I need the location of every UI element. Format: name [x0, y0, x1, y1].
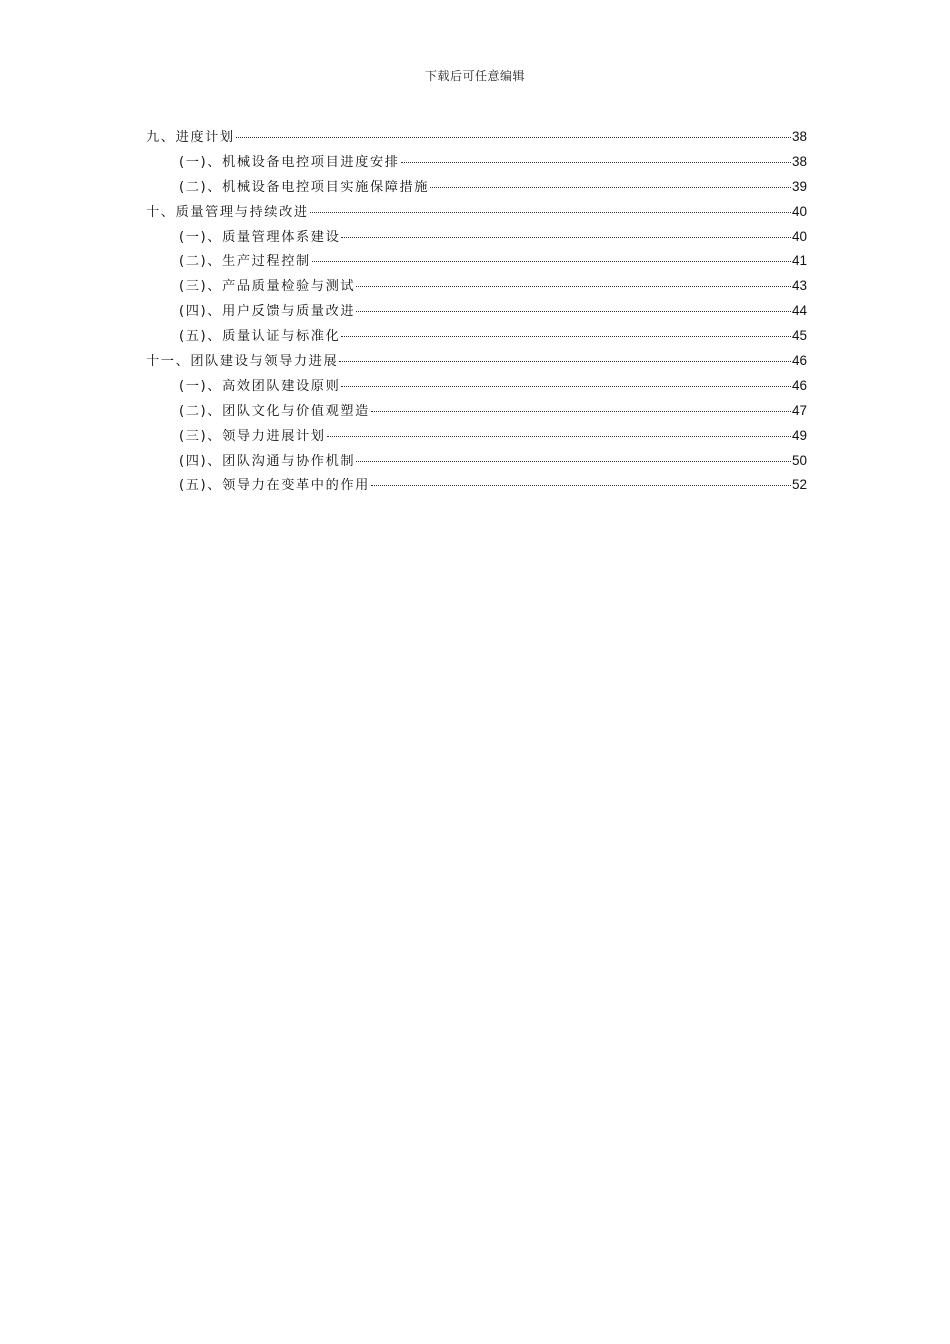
toc-dot-leader	[401, 162, 791, 163]
toc-entry-title: (一)、机械设备电控项目进度安排	[179, 154, 400, 170]
toc-dot-leader	[341, 386, 791, 387]
toc-dot-leader	[356, 311, 791, 312]
toc-dot-leader	[310, 212, 791, 213]
toc-entry[interactable]	[146, 226, 807, 251]
toc-entry-title: (二)、机械设备电控项目实施保障措施	[179, 179, 430, 195]
toc-entry-page: 44	[791, 303, 807, 319]
toc-entry-page: 46	[791, 377, 807, 393]
toc-entry-page: 52	[791, 477, 807, 493]
toc-entry-page: 40	[791, 228, 807, 244]
toc-entry-page: 38	[791, 129, 807, 144]
toc-entry[interactable]	[146, 425, 807, 450]
toc-entry-title: (一)、质量管理体系建设	[179, 229, 341, 245]
page-header-note: 下载后可任意编辑	[424, 69, 525, 83]
toc-entry-page: 49	[791, 427, 807, 443]
toc-entry-title: 十一、团队建设与领导力进展	[146, 354, 339, 370]
toc-entry[interactable]	[146, 176, 807, 201]
toc-entry-page: 46	[791, 353, 807, 369]
toc-entry-page: 45	[791, 328, 807, 344]
toc-entry[interactable]	[146, 300, 807, 325]
toc-dot-leader	[430, 187, 791, 188]
toc-dot-leader	[341, 336, 791, 337]
toc-entry-title: 十、质量管理与持续改进	[146, 204, 309, 220]
toc-entry-page: 41	[791, 253, 807, 269]
toc-entry-title: (二)、团队文化与价值观塑造	[179, 403, 370, 419]
toc-entry-title: (五)、领导力在变革中的作用	[179, 478, 370, 494]
toc-entry[interactable]	[146, 201, 807, 226]
toc-entry-page: 40	[791, 203, 807, 219]
table-of-contents	[146, 126, 807, 499]
toc-entry-title: 九、进度计划	[146, 130, 235, 145]
toc-dot-leader	[339, 361, 791, 362]
toc-entry-page: 38	[791, 153, 807, 169]
toc-entry[interactable]	[146, 450, 807, 475]
toc-entry[interactable]	[146, 375, 807, 400]
toc-entry-title: (三)、产品质量检验与测试	[179, 279, 356, 295]
toc-entry-title: (一)、高效团队建设原则	[179, 378, 341, 394]
toc-entry[interactable]	[146, 400, 807, 425]
toc-entry[interactable]	[146, 474, 807, 499]
toc-entry[interactable]	[146, 325, 807, 350]
toc-entry-page: 50	[791, 452, 807, 468]
toc-dot-leader	[327, 436, 791, 437]
toc-dot-leader	[371, 411, 791, 412]
toc-dot-leader	[341, 237, 791, 238]
toc-entry[interactable]	[146, 151, 807, 176]
toc-entry[interactable]	[146, 275, 807, 300]
toc-dot-leader	[236, 137, 791, 138]
toc-dot-leader	[371, 485, 791, 486]
toc-entry-page: 47	[791, 402, 807, 418]
toc-dot-leader	[312, 261, 791, 262]
toc-dot-leader	[356, 286, 791, 287]
toc-entry-page: 39	[791, 178, 807, 194]
toc-entry-title: (二)、生产过程控制	[179, 254, 311, 270]
toc-entry-title: (四)、团队沟通与协作机制	[179, 453, 356, 469]
toc-entry[interactable]	[146, 250, 807, 275]
toc-entry-title: (三)、领导力进展计划	[179, 428, 326, 444]
toc-entry[interactable]	[146, 350, 807, 375]
toc-dot-leader	[356, 461, 791, 462]
toc-entry[interactable]	[146, 126, 807, 151]
toc-entry-page: 43	[791, 278, 807, 294]
toc-entry-title: (四)、用户反馈与质量改进	[179, 304, 356, 320]
toc-entry-title: (五)、质量认证与标准化	[179, 329, 341, 345]
